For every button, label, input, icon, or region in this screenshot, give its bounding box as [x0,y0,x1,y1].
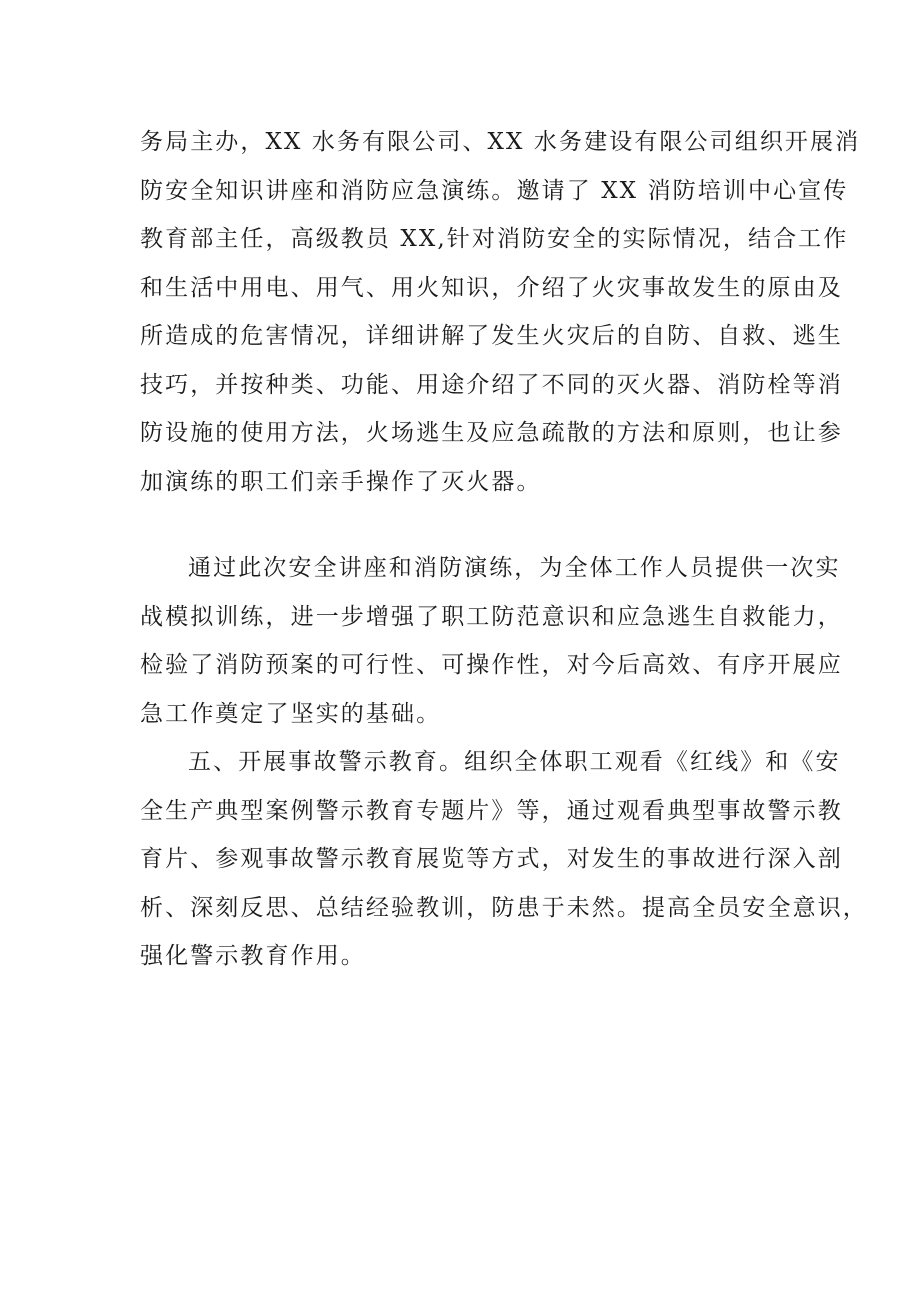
paragraph-accident-education [140,738,868,981]
text-line: 务局主办，XX 水务有限公司、XX 水务建设有限公司组织开展消 [140,129,861,155]
text-line: 加演练的职工们亲手操作了灭火器。 [140,468,542,495]
text-line: 教育部主任，高级教员 XX,针对消防安全的实际情况，结合工作 [140,226,849,252]
text-line: 通过此次安全讲座和消防演练，为全体工作人员提供一次实 [188,555,841,581]
text-line: 强化警示教育作用。 [140,943,366,969]
paragraph-fire-drill [140,118,861,506]
text-line: 所造成的危害情况，详细讲解了发生火灾后的自防、自救、逃生 [140,323,843,349]
text-line: 防设施的使用方法，火场逃生及应急疏散的方法和原则，也让参 [140,420,843,446]
text-line: 育片、参观事故警示教育展览等方式，对发生的事故进行深入剖 [140,846,843,872]
paragraph-gap [140,506,790,544]
text-line: 急工作奠定了坚实的基础。 [140,700,442,727]
text-line: 防安全知识讲座和消防应急演练。邀请了 XX 消防培训中心宣传 [140,177,849,204]
text-line: 五、开展事故警示教育。组织全体职工观看《红线》和《安 [188,749,841,775]
text-line: 战模拟训练，进一步增强了职工防范意识和应急逃生自救能力， [140,603,843,630]
text-line: 和生活中用电、用气、用火知识，介绍了火灾事故发生的原由及 [140,274,843,301]
paragraph-drill-summary [140,544,843,738]
text-line: 全生产典型案例警示教育专题片》等，通过观看典型事故警示教 [140,797,843,824]
text-line: 技巧，并按种类、功能、用途介绍了不同的灭火器、消防栓等消 [140,371,843,398]
text-line: 检验了消防预案的可行性、可操作性，对今后高效、有序开展应 [140,652,843,678]
text-line: 析、深刻反思、总结经验教训，防患于未然。提高全员安全意识， [140,894,868,921]
document-body [140,118,868,981]
